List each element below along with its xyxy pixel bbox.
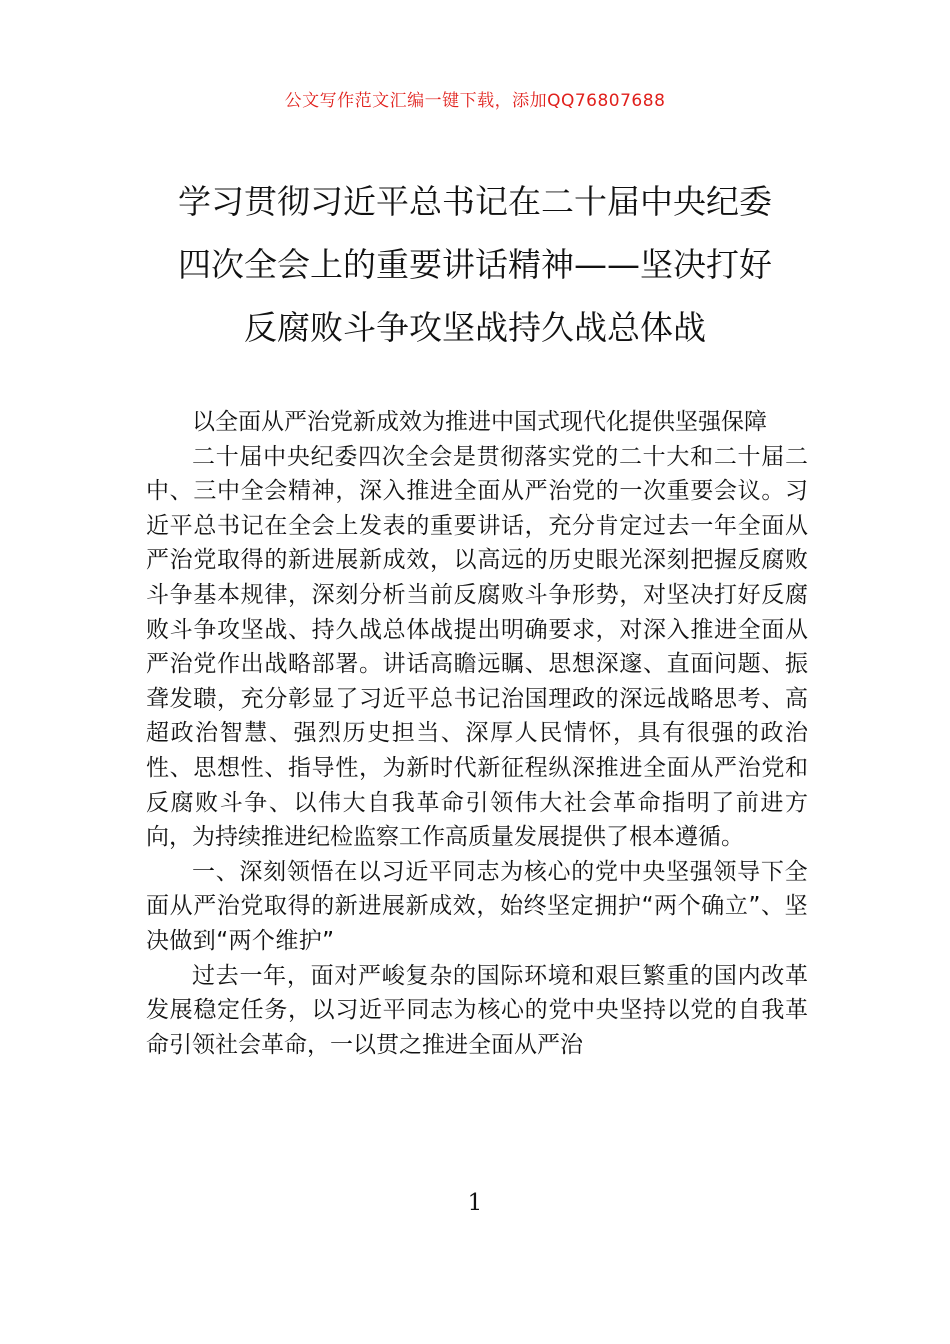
title-line-1: 学习贯彻习近平总书记在二十届中央纪委 [178, 182, 772, 221]
title-line-2: 四次全会上的重要讲话精神——坚决打好 [178, 245, 772, 284]
title-line-3: 反腐败斗争攻坚战持久战总体战 [244, 308, 706, 347]
document-title [150, 170, 800, 359]
intro-paragraph: 二十届中央纪委四次全会是贯彻落实党的二十大和二十届二中、三中全会精神，深入推进全面从严治党的一次重要会议。习近平总书记在全会上发表的重要讲话，充分肯定过去一年全面从严治党取得的新进展新成效，以高远的历史眼光深刻把握反腐败斗争基本规律，深刻分析当前反腐败斗争形势，对坚决打好反腐败斗争攻坚战、持久战总体战提出明确要求，对深入推进全面从严治党作出战略部署。讲话高瞻远瞩、思想深邃、直面问题、振聋发聩，充分彰显了习近平总书记治国理政的深远战略思考、高超政治智慧、强烈历史担当、深厚人民情怀，具有很强的政治性、思想性、指导性，为新时代新征程纵深推进全面从严治党和反腐败斗争、以伟大自我革命引领伟大社会革命指明了前进方向，为持续推进纪检监察工作高质量发展提供了根本遵循。 [146, 443, 808, 851]
section-1-paragraph: 过去一年，面对严峻复杂的国际环境和艰巨繁重的国内改革发展稳定任务，以习近平同志为核心的党中央坚持以党的自我革命引领社会革命，一以贯之推进全面从严治 [146, 962, 808, 1058]
document-body [146, 405, 808, 1062]
subtitle-paragraph: 以全面从严治党新成效为推进中国式现代化提供坚强保障 [192, 409, 767, 435]
page-number: 1 [467, 1190, 483, 1216]
watermark-text: 公文写作范文汇编一键下载，添加QQ76807688 [284, 91, 666, 111]
section-1-heading: 一、深刻领悟在以习近平同志为核心的党中央坚强领导下全面从严治党取得的新进展新成效，始终坚定拥护“两个确立”、坚决做到“两个维护” [146, 858, 808, 954]
